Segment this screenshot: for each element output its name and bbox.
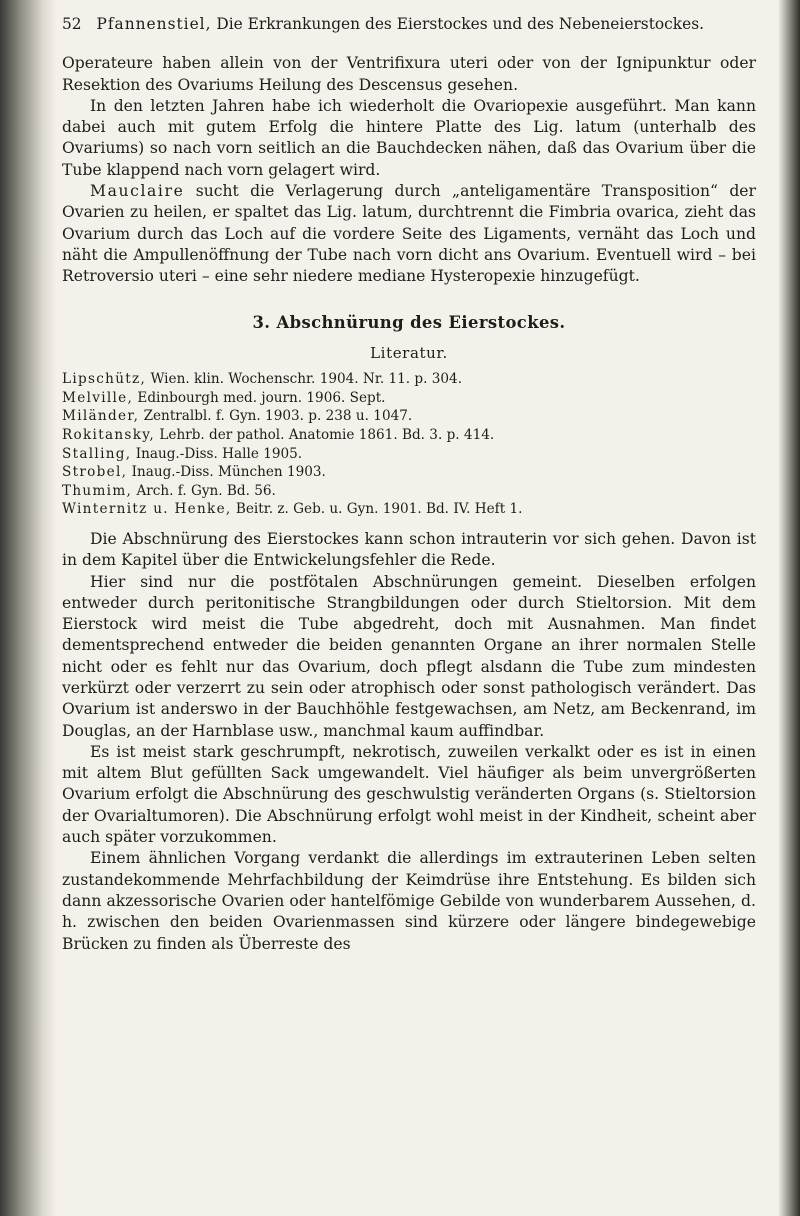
paragraph: In den letzten Jahren habe ich wiederholt die Ovariopexie ausgeführt. Man kann dabei auch mit gutem Erfolg die hintere Platte des Lig. latum (unterhalb des Ovariums) so nach vorn seitlich an die Bauchdecken nähen, daß das Ovarium über die Tube klappend nach vorn gelagert wird. <box>62 96 756 179</box>
literature-ref: Zentralbl. f. Gyn. 1903. p. 238 u. 1047. <box>139 408 413 425</box>
literature-ref: Inaug.-Diss. Halle 1905. <box>131 445 303 462</box>
running-head-title: Die Erkrankungen des Eierstockes und des Nebeneierstockes. <box>216 15 704 33</box>
literature-author: Miländer, <box>62 408 140 425</box>
running-head-author: Pfannenstiel, <box>96 15 212 33</box>
literature-entry <box>62 389 756 408</box>
book-page <box>62 14 756 955</box>
paragraph: Einem ähnlichen Vorgang verdankt die allerdings im extrauterinen Leben selten zustandekommende Mehrfachbildung der Keimdrüse ihre Entstehung. Es bilden sich dann akzessorische Ovarien oder hantelfömige Gebilde von wunderbarem Aussehen, d. h. zwischen den beiden Ovarienmassen sind kürzere oder längere bindegewebige Brücken zu finden als Überreste des <box>62 849 756 953</box>
paragraph: Die Abschnürung des Eierstockes kann schon intrauterin vor sich gehen. Davon ist in dem Kapitel über die Entwickelungsfehler die Rede. <box>62 529 756 570</box>
literature-ref: Edinbourgh med. journ. 1906. Sept. <box>133 389 386 406</box>
section-heading: 3. Abschnürung des Eierstockes. <box>252 312 566 332</box>
literature-author: Thumim, <box>62 482 133 499</box>
literature-list <box>62 370 756 519</box>
literature-author: Melville, <box>62 389 134 406</box>
literature-author: Stalling, <box>62 445 132 462</box>
literature-entry <box>62 445 756 464</box>
literature-ref: Lehrb. der pathol. Anatomie 1861. Bd. 3. p. 414. <box>155 426 495 443</box>
paragraph: Operateure haben allein von der Ventrifixura uteri oder von der Ignipunktur oder Resektion des Ovariums Heilung des Descensus gesehen. <box>62 54 756 94</box>
running-head <box>62 14 756 35</box>
paragraph: Hier sind nur die postfötalen Abschnürungen gemeint. Dieselben erfolgen entweder durch peritonitische Strangbildungen oder durch Stieltorsion. Mit dem Eierstock wird meist die Tube abgedreht, doch mit Ausnahmen. Man findet dementsprechend entweder die beiden genannten Organe an ihrer normalen Stelle nicht oder es fehlt nur das Ovarium, doch pflegt alsdann die Tube zum mindesten verkürzt oder verzerrt zu sein oder atrophisch oder sonst pathologisch verändert. Das Ovarium ist anderswo in der Bauchhöhle festgewachsen, am Netz, am Beckenrand, im Douglas, an der Harnblase usw., manchmal kaum auffindbar. <box>62 572 756 740</box>
paragraph <box>62 181 756 287</box>
literature-ref: Arch. f. Gyn. Bd. 56. <box>132 482 276 499</box>
literature-entry <box>62 500 756 519</box>
literature-ref: Wien. klin. Wochenschr. 1904. Nr. 11. p. 304. <box>146 371 463 388</box>
literature-author: Winternitz u. Henke, <box>62 501 232 518</box>
literature-heading: Literatur. <box>370 343 448 362</box>
literature-entry <box>62 482 756 501</box>
page-edge-shadow <box>778 0 800 1216</box>
literature-entry <box>62 463 756 482</box>
literature-entry <box>62 370 756 389</box>
literature-author: Lipschütz, <box>62 371 147 388</box>
literature-ref: Inaug.-Diss. München 1903. <box>127 464 326 481</box>
literature-author: Strobel, <box>62 464 128 481</box>
page-number: 52 <box>62 15 82 33</box>
author-name: Mauclaire <box>90 182 185 201</box>
paragraph: Es ist meist stark geschrumpft, nekrotisch, zuweilen verkalkt oder es ist in einen mit altem Blut gefüllten Sack umgewandelt. Viel häufiger als beim unvergrößerten Ovarium erfolgt die Abschnürung des geschwulstig veränderten Organs (s. Stieltorsion der Ovarialtumoren). Die Abschnürung erfolgt wohl meist in der Kindheit, scheint aber auch später vorzukommen. <box>62 742 756 847</box>
literature-author: Rokitansky, <box>62 426 156 443</box>
literature-entry <box>62 407 756 426</box>
book-binding-shadow <box>0 0 56 1216</box>
literature-ref: Beitr. z. Geb. u. Gyn. 1901. Bd. IV. Heft 1. <box>231 501 523 518</box>
literature-entry <box>62 426 756 445</box>
paragraph-text: sucht die Verlagerung durch „anteligamentäre Transposition“ der Ovarien zu heilen, er spaltet das Lig. latum, durchtrennt die Fimbria ovarica, zieht das Ovarium durch das Loch auf die vordere Seite des Ligaments, vernäht das Loch und näht die Ampullenöffnung der Tube nach vorn dicht ans Ovarium. Eventuell wird – bei Retroversio uteri – eine sehr niedere mediane Hysteropexie hinzugefügt. <box>62 182 756 286</box>
